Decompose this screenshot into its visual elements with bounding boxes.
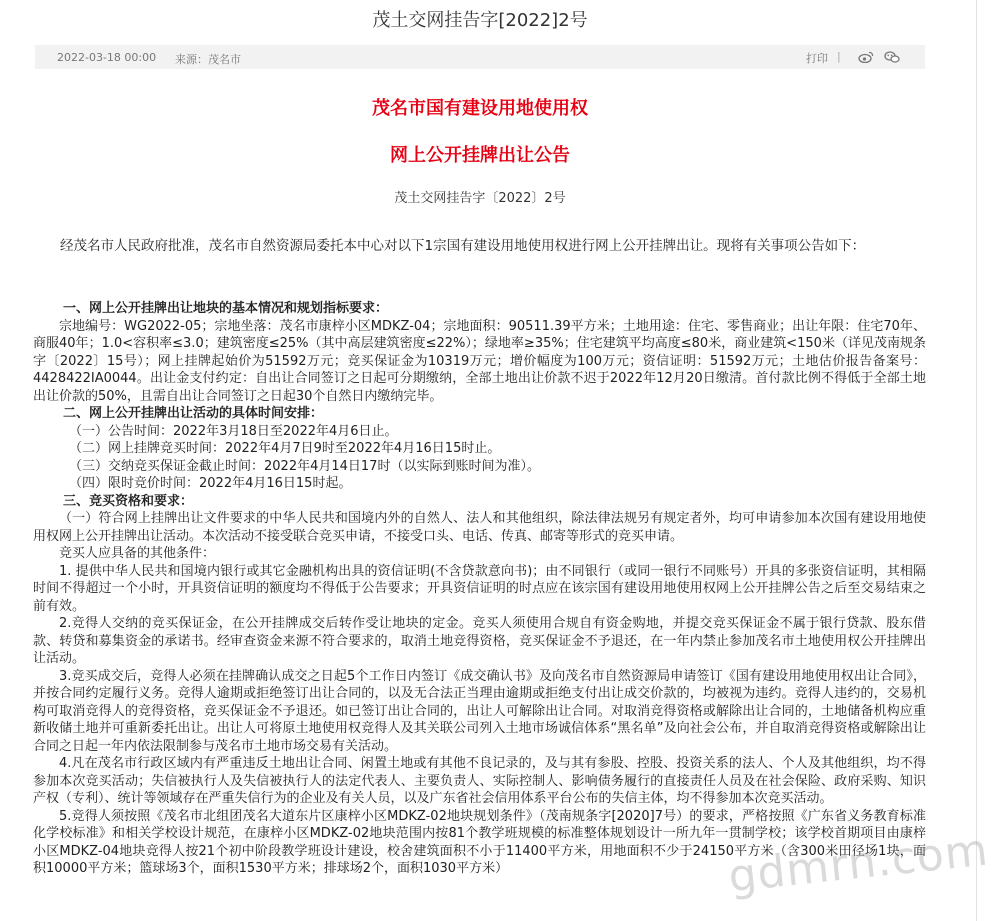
page-edge-divider [976,0,977,921]
schedule-item: （二）网上挂牌竞买时间：2022年4月7日9时至2022年4月16日15时止。 [69,441,501,456]
page-title: 茂土交网挂告字[2022]2号 [372,10,588,31]
meta-separator: | [837,50,841,63]
wechat-icon[interactable] [884,51,900,63]
condition-item: 5.竞得人须按照《茂名市北组团茂名大道东片区康梓小区MDKZ-02地块规划条件》（茂南规条字[2020]7号）的要求，严格按照《广东省义务教育标准化学校标准》和相关学校设计规范，在康梓小区MDKZ-02地块范围内按81个教学班规模的标准整体规划设计一所九年一贯制学校；该学校首期项目由康梓小区MDKZ-04地块竞得人按21个初中阶段教学班设计建设，校舍建筑面积不小于11400平方米，用地面积不少于24150平方米（含300米田径场1块，面积10000平方米；篮球场3个，面积1530平方米；排球场2个，面积1030平方米） [33,808,926,876]
schedule-item: （三）交纳竞买保证金截止时间：2022年4月14日17时（以实际到账时间为准）。 [69,458,540,474]
section-3-conditions-label: 竞买人应具备的其他条件： [59,546,216,561]
publish-date: 2022-03-18 00:00 [57,51,157,64]
document-number: 茂土交网挂告字〔2022〕2号 [394,191,566,206]
condition-item: 4.凡在茂名市行政区域内有严重违反土地出让合同、闲置土地或有其他不良记录的，及与其有参股、控股、投资关系的法人、个人及其他组织，均不得参加本次竞买活动；失信被执行人及失信被执行人的法定代表人、主要负责人、实际控制人、影响债务履行的直接责任人员及在社会保险、政府采购、知识产权（专利）、统计等领域存在严重失信行为的企业及有关人员，以及广东省社会信用体系平台公布的失信主体，均不得参加本次竞买活动。 [33,756,926,806]
headline-secondary: 网上公开挂牌出让公告 [390,145,570,166]
section-1-body: 宗地编号：WG2022-05；宗地坐落：茂名市康梓小区MDKZ-04；宗地面积：90511.39平方米；土地用途：住宅、零售商业；出让年限：住宅70年、商服40年；1.0<容积率≤3.0；建筑密度≤25%（其中高层建筑密度≤22%）；绿地率≥35%；住宅建筑平均高度≤80米，商业建筑<150米（详见茂南规条字〔2022〕15号）；网上挂牌起始价为51592万元；竞买保证金为10319万元；增价幅度为100万元；资信证明：51592万元；土地估价报告备案号：4428422IA0044。出让金支付约定：自出让合同签订之日起可分期缴纳，全部土地出让价款不迟于2022年12月20日缴清。首付款比例不得低于全部土地出让价款的50%，且需自出让合同签订之日起30个自然日内缴纳完毕。 [33,318,926,404]
condition-item: 2.竞得人交纳的竞买保证金，在公开挂牌成交后转作受让地块的定金。竞买人须使用合规自有资金购地，并提交竞买保证金不属于银行贷款、股东借款、转贷和募集资金的承诺书。经审查资金来源不符合要求的，取消土地竞得资格，竞买保证金不予退还，在一年内禁止参加茂名市土地使用权公开挂牌出让活动。 [33,616,926,666]
headline-primary: 茂名市国有建设用地使用权 [372,98,588,119]
section-3-title: 三、竞买资格和要求： [63,493,194,509]
section-3-paragraph: （一）符合网上挂牌出让文件要求的中华人民共和国境内外的自然人、法人和其他组织，除法律法规另有规定者外，均可申请参加本次国有建设用地使用权网上公开挂牌出让活动。本次活动不接受联合竞买申请，不接受口头、电话、传真、邮寄等形式的竞买申请。 [33,511,926,544]
watermark: gdmrn.com [726,824,991,903]
condition-item: 3.竞买成交后，竞得人必须在挂牌确认成交之日起5个工作日内签订《成交确认书》及向茂名市自然资源局申请签订《国有建设用地使用权出让合同》，并按合同约定履行义务。竞得人逾期或拒绝签订出让合同的，以及无合法正当理由逾期或拒绝支付出让成交价款的，均被视为违约。竞得人违约的，交易机构可取消竞得人的竞得资格，竞买保证金不予退还。如已签订出让合同的，出让人可解除出让合同。对取消竞得资格或解除出让合同的，土地储备机构应重新收储土地并可重新委托出让。出让人可将原土地使用权竞得人及其关联公司列入土地市场诚信体系“黑名单”及向社会公布，并自取消竞得资格或解除出让合同之日起一年内依法限制参与茂名市土地市场交易有关活动。 [33,668,926,754]
section-2-title: 二、网上公开挂牌出让活动的具体时间安排： [63,406,324,421]
print-link[interactable]: 打印 [806,52,828,65]
weibo-icon[interactable] [858,51,874,63]
condition-item: 1. 提供中华人民共和国境内银行或其它金融机构出具的资信证明(不含贷款意向书)；由不同银行（或同一银行不同账号）开具的多张资信证明，其相隔时间不得超过一个小时，开具资信证明的额度均不得低于公告要求；开具资信证明的时点应在该宗国有建设用地使用权网上公开挂牌公告之后至交易结束之前有效。 [33,563,926,614]
schedule-item: （四）限时竞价时间：2022年4月16日15时起。 [69,476,352,491]
article-source: 来源：茂名市 [175,53,241,66]
intro-paragraph: 经茂名市人民政府批准，茂名市自然资源局委托本中心对以下1宗国有建设用地使用权进行网上公开挂牌出让。现将有关事项公告如下： [60,238,866,254]
section-1-title: 一、网上公开挂牌出让地块的基本情况和规划指标要求： [63,301,389,316]
schedule-item: （一）公告时间：2022年3月18日至2022年4月6日止。 [69,423,398,439]
article-meta-bar [35,45,925,69]
article-content [33,300,926,878]
